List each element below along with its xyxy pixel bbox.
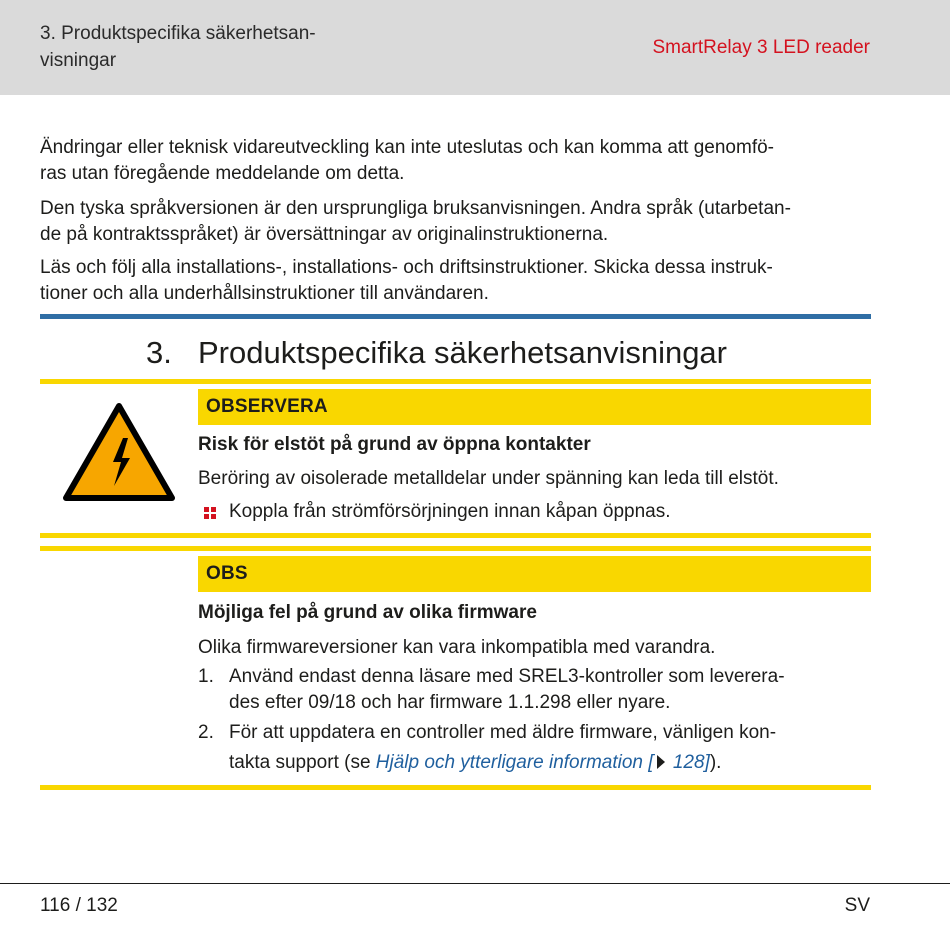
language-code: SV bbox=[844, 895, 870, 916]
notice1-heading: Risk för elstöt på grund av öppna kontakter bbox=[198, 434, 591, 455]
notice2-heading: Möjliga fel på grund av olika firmware bbox=[198, 602, 537, 623]
chapter-heading bbox=[146, 333, 727, 373]
notice1-action-text: Koppla från strömförsörjningen innan kåpan öppnas. bbox=[229, 501, 671, 522]
page-header bbox=[0, 0, 950, 95]
intro-p1-line1: Ändringar eller teknisk vidareutveckling kan inte uteslutas och kan komma att genomfö- bbox=[40, 137, 774, 158]
notice2-text: Olika firmwareversioner kan vara inkompatibla med varandra. bbox=[198, 637, 716, 658]
notice2-bottom-rule bbox=[40, 785, 871, 790]
notice2-label-bar bbox=[198, 556, 871, 592]
footer-divider bbox=[0, 883, 950, 884]
notice2-label: OBS bbox=[206, 563, 248, 584]
step-2-line2-prefix: takta support (se bbox=[229, 752, 376, 773]
action-bullet-icon bbox=[204, 507, 216, 519]
notice1-top-rule bbox=[40, 379, 871, 384]
intro-p3-line1: Läs och följ alla installations-, installations- och driftsinstruktioner. Skicka dessa instruk- bbox=[40, 257, 773, 278]
intro-paragraph-3 bbox=[40, 255, 875, 307]
intro-p2-line1: Den tyska språkversionen är den ursprungliga bruksanvisningen. Andra språk (utarbetan- bbox=[40, 198, 791, 219]
help-info-link[interactable] bbox=[376, 752, 710, 773]
intro-paragraph-1 bbox=[40, 135, 875, 187]
header-section-line2: visningar bbox=[40, 50, 117, 71]
intro-paragraph-2 bbox=[40, 196, 875, 248]
help-info-link-text: Hjälp och ytterligare information [ bbox=[375, 752, 654, 773]
step-1-line2: des efter 09/18 och har firmware 1.1.298 eller nyare. bbox=[229, 692, 671, 713]
step-1-number: 1. bbox=[198, 666, 214, 687]
chapter-divider bbox=[40, 314, 871, 319]
step-2-line1: För att uppdatera en controller med äldre firmware, vänligen kon- bbox=[229, 722, 777, 743]
step-2-line2-suffix: ). bbox=[709, 752, 722, 773]
chapter-number: 3. bbox=[146, 335, 172, 370]
step-2-line2 bbox=[229, 750, 859, 776]
help-info-link-page: 128] bbox=[667, 752, 710, 773]
notice1-text: Beröring av oisolerade metalldelar under spänning kan leda till elstöt. bbox=[198, 468, 779, 489]
step-2-number: 2. bbox=[198, 722, 214, 743]
header-section-line1: 3. Produktspecifika säkerhetsan- bbox=[40, 23, 316, 44]
chapter-title: Produktspecifika säkerhetsanvisningar bbox=[198, 335, 727, 370]
intro-p1-line2: ras utan föregående meddelande om detta. bbox=[40, 163, 405, 184]
header-product-name: SmartRelay 3 LED reader bbox=[652, 37, 870, 58]
notice1-bottom-rule bbox=[40, 533, 871, 538]
notice1-label-bar bbox=[198, 389, 871, 425]
intro-p3-line2: tioner och alla underhållsinstruktioner till användaren. bbox=[40, 283, 489, 304]
electric-hazard-icon bbox=[62, 402, 176, 502]
header-section-title bbox=[40, 20, 400, 74]
page-ref-arrow-icon bbox=[657, 755, 665, 769]
notice2-top-rule bbox=[40, 546, 871, 551]
notice1-label: OBSERVERA bbox=[206, 396, 328, 417]
intro-p2-line2: de på kontraktsspråket) är översättningar av originalinstruktionerna. bbox=[40, 224, 609, 245]
step-1-line1: Använd endast denna läsare med SREL3-kontroller som levererа- bbox=[229, 666, 785, 687]
page-number: 116 / 132 bbox=[40, 895, 118, 916]
